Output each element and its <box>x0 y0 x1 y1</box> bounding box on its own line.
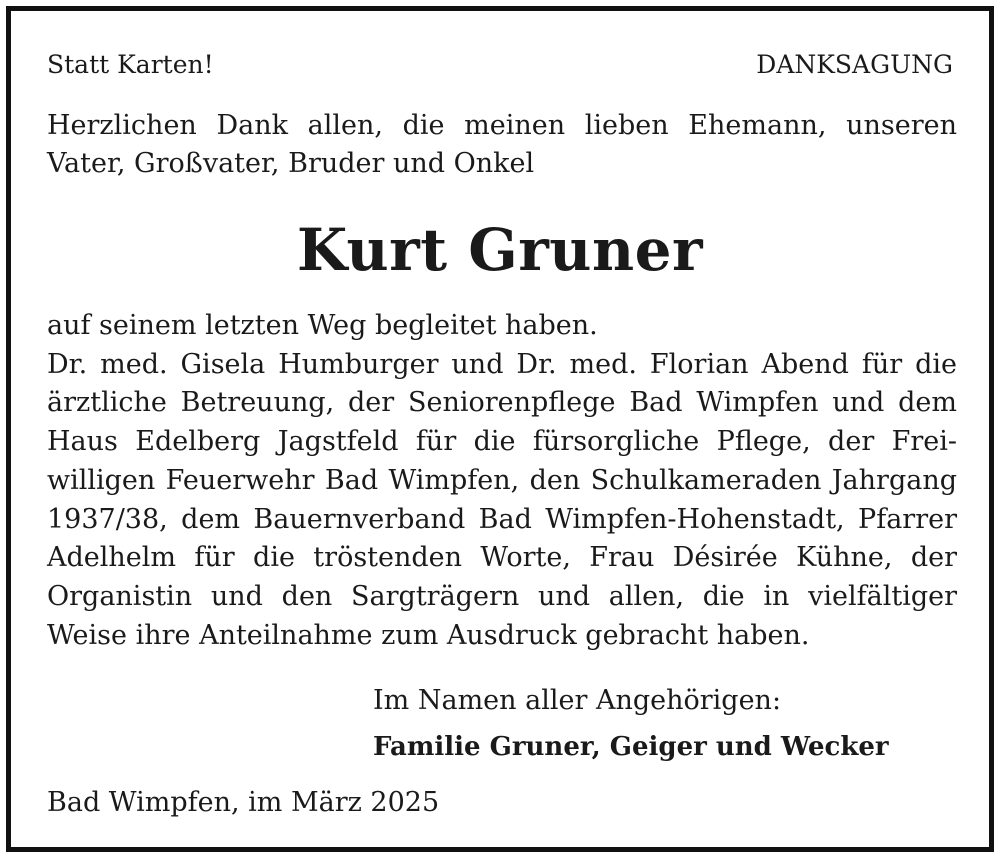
signature-block <box>373 679 933 769</box>
body-first-line: auf seinem letzten Weg begleitet haben. <box>47 310 598 341</box>
obituary-notice <box>6 6 994 852</box>
body-paragraph: Dr. med. Gisela Humburger und Dr. med. Florian Abend für die ärztliche Betreuung, der Seniorenpflege Bad Wimpfen und dem Haus Edelberg Jagstfeld für die fürsorgliche Pflege, der Freiwilligen Feuerwehr Bad Wimpfen, den Schulkameraden Jahrgang 1937/38, dem Bauernverband Bad Wimpfen-Hohenstadt, Pfarrer Adelhelm für die tröstenden Worte, Frau Désirée Kühne, der Organistin und den Sargträgern und allen, die in vielfältiger Weise ihre Anteilnahme zum Ausdruck gebracht haben. <box>47 348 957 651</box>
intro-text: Herzlichen Dank allen, die meinen lieben Ehemann, unseren Vater, Großvater, Bruder und Onkel <box>47 110 957 179</box>
notice-header <box>47 45 953 85</box>
signature-intro: Im Namen aller Angehörigen: <box>373 685 782 716</box>
header-right-text: DANKSAGUNG <box>756 50 953 79</box>
body-text <box>47 307 957 655</box>
place-date: Bad Wimpfen, im März 2025 <box>47 787 440 818</box>
header-left-text: Statt Karten! <box>47 50 214 79</box>
deceased-name: Kurt Gruner <box>296 216 704 284</box>
signature-family: Familie Gruner, Geiger und Wecker <box>373 732 889 762</box>
